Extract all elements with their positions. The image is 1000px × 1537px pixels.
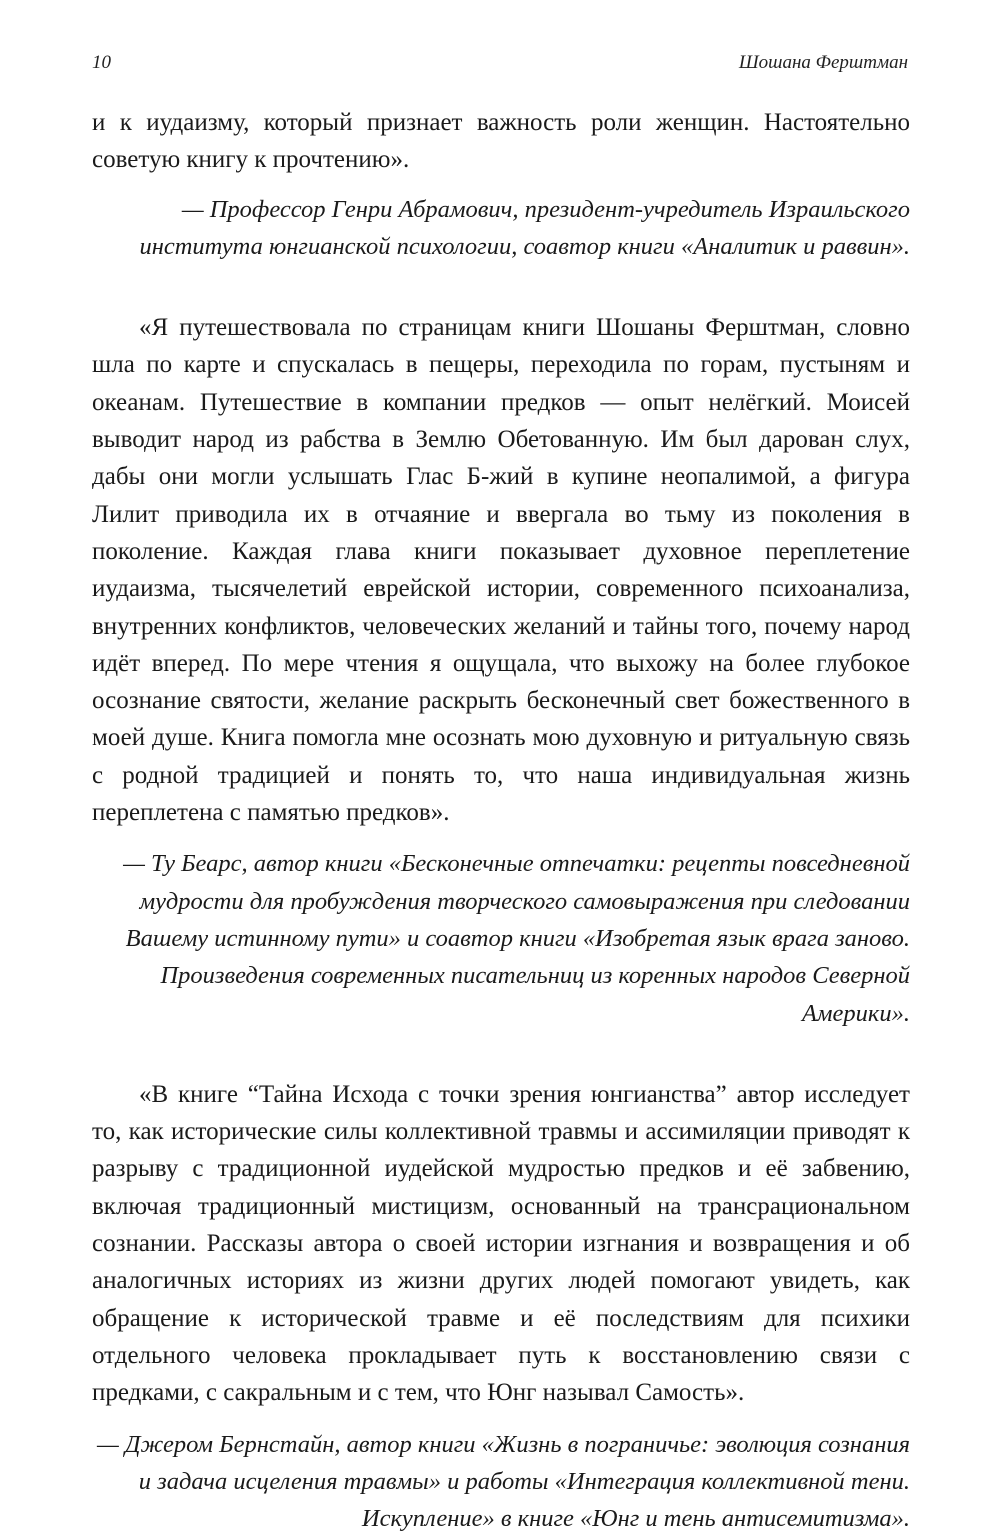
body-paragraph-continued: и к иудаизму, который признает важность роли женщин. Настоятельно советую книгу к прочтению». (92, 104, 910, 179)
testimonial-paragraph-bernstein: «В книге “Тайна Исхода с точки зрения юнгианства” автор исследует то, как исторические силы коллективной травмы и ассимиляции приводят к разрыву с традиционной иудейской мудростью предков и её забвению, включая традиционный мистицизм, основанный на трансрациональном сознании. Рассказы автора о своей истории изгнания и возвращения и об аналогичных историях из жизни других людей помогают увидеть, как обращение к исторической травме и её последствиям для психики отдельного человека прокладывает путь к восстановлению связи с предками, с сакральным и с тем, что Юнг называл Самость». (92, 1076, 910, 1412)
quote-attribution-bernstein: — Джером Бернстайн, автор книги «Жизнь в пограничье: эволюция сознания и задача исцеления травмы» и работы «Интеграция коллективной тени. Искупление» в книге «Юнг и тень антисемитизма». (92, 1426, 910, 1537)
quote-attribution-abramovitch: — Профессор Генри Абрамович, президент-учредитель Израильского института юнгианской психологии, соавтор книги «Аналитик и раввин». (92, 191, 910, 266)
page-body (92, 104, 910, 1537)
running-head-author: Шошана Ферштман (739, 52, 908, 74)
page-number: 10 (92, 52, 111, 74)
quote-attribution-bears: — Ту Беарс, автор книги «Бесконечные отпечатки: рецепты повседневной мудрости для пробуждения творческого самовыражения при следовании Вашему истинному пути» и соавтор книги «Изобретая язык врага заново. Произведения современных писательниц из коренных народов Северной Америки». (92, 845, 910, 1031)
page-header (92, 52, 908, 76)
testimonial-paragraph-bears: «Я путешествовала по страницам книги Шошаны Ферштман, словно шла по карте и спускалась в пещеры, переходила по горам, пустыням и океанам. Путешествие в компании предков — опыт нелёгкий. Моисей выводит народ из рабства в Землю Обетованную. Им был дарован слух, дабы они могли услышать Глас Б-жий в купине неопалимой, а фигура Лилит приводила их в отчаяние и ввергала во тьму из поколения в поколение. Каждая глава книги показывает духовное переплетение иудаизма, тысячелетий еврейской истории, современного психоанализа, внутренних конфликтов, человеческих желаний и тайны того, почему народ идёт вперед. По мере чтения я ощущала, что выхожу на более глубокое осознание святости, желание раскрыть бесконечный свет божественного в моей душе. Книга помогла мне осознать мою духовную и ритуальную связь с родной традицией и понять то, что наша индивидуальная жизнь переплетена с памятью предков». (92, 309, 910, 831)
